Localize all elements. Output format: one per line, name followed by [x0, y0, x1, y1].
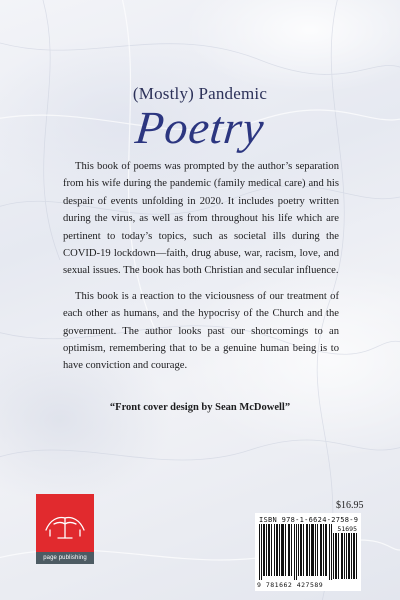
publisher-logo — [36, 494, 94, 552]
ean-barcode-bars — [259, 524, 333, 580]
page-publishing-emblem-icon — [36, 494, 94, 552]
cover-design-credit: “Front cover design by Sean McDowell” — [109, 402, 291, 413]
book-title: Poetry — [133, 102, 268, 153]
description-paragraph: This book of poems was prompted by the author’s separation from his wife during the pandemic (family medical care) and his despair of events unfolding in 2020. It includes poetry written during the virus, as well as from throughout his life which are pertinent to today’s topics, such as societal ills during the COVID-19 lockdown—faith, drug abuse, war, racism, love, and sexual issues. The book has both Christian and secular influence. — [63, 161, 339, 277]
isbn-barcode — [255, 513, 361, 591]
isbn-number: ISBN 978-1-6624-2758-9 — [259, 516, 359, 524]
price-addon-bars — [333, 533, 357, 579]
price-code: 51695 — [337, 525, 357, 533]
description-paragraph: This book is a reaction to the viciousness of our treatment of each other as humans, and the hypocrisy of the Church and the government. The author looks past our shortcomings to an optimism, remembering that to be a genuine human being is to have conviction and courage. — [63, 290, 339, 372]
book-price: $16.95 — [336, 500, 364, 511]
title-prefix: (Mostly) Pandemic — [132, 84, 268, 103]
ean-digits: 9 781662 427589 — [257, 581, 324, 589]
publisher-name: page publishing — [36, 552, 94, 564]
book-description — [63, 158, 339, 383]
